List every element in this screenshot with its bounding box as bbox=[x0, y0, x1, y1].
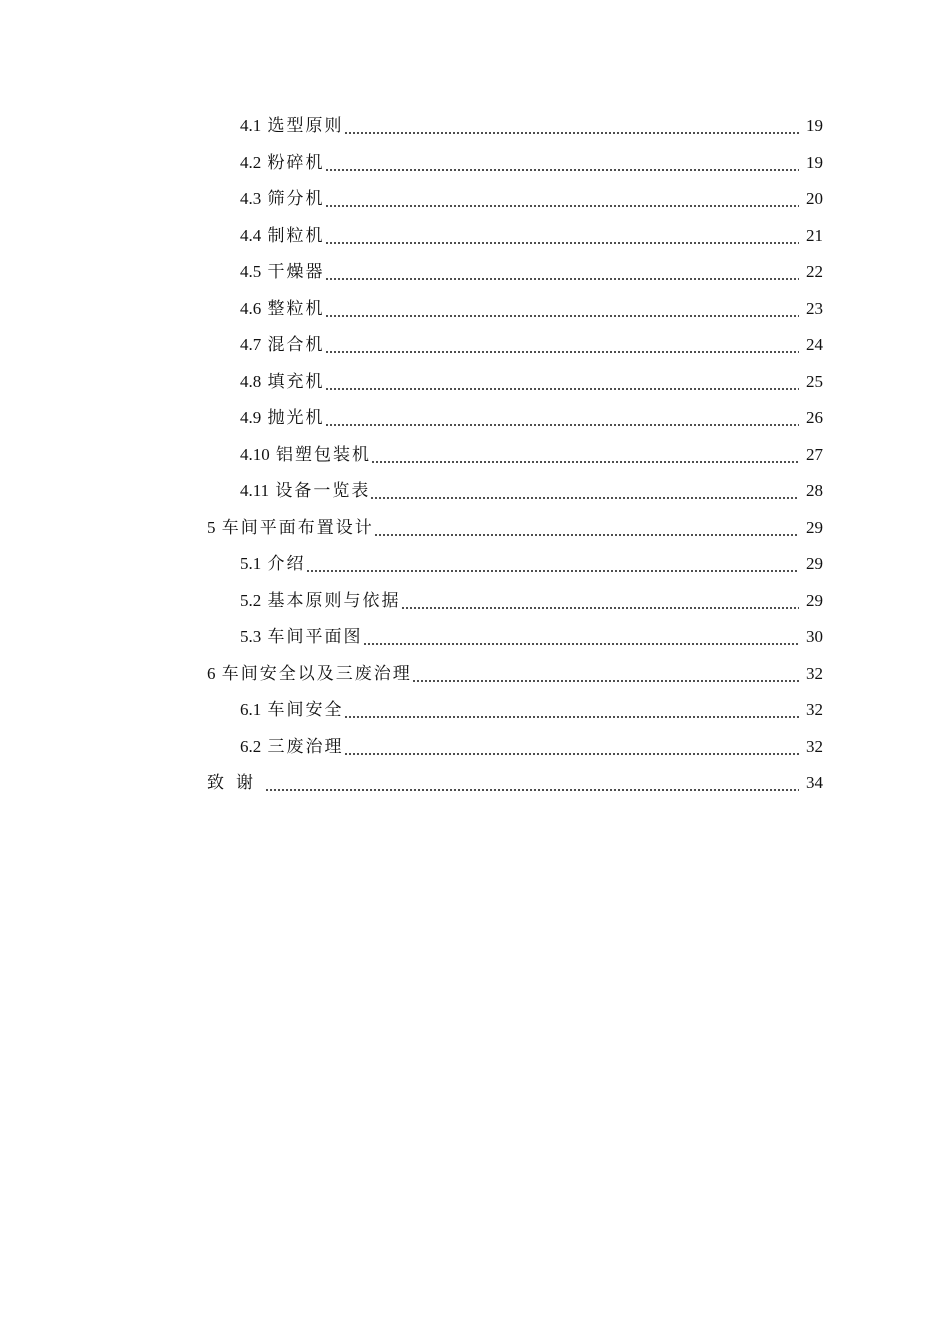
toc-entry-title: 设备一览表 bbox=[275, 481, 371, 501]
toc-entry-title: 车间平面图 bbox=[267, 627, 363, 647]
toc-entry-number: 4.9 bbox=[240, 408, 262, 428]
toc-entry-title: 筛分机 bbox=[267, 189, 325, 209]
toc-entry-page: 32 bbox=[806, 700, 823, 720]
dot-leader bbox=[344, 116, 800, 136]
dot-leader bbox=[370, 481, 799, 501]
toc-entry-label bbox=[240, 408, 325, 428]
toc-entry-number: 5.3 bbox=[240, 627, 262, 647]
toc-entry-number: 6.1 bbox=[240, 700, 262, 720]
toc-entry-4-8[interactable] bbox=[0, 364, 950, 401]
toc-entry-page: 25 bbox=[806, 371, 823, 391]
toc-entry-number: 5.1 bbox=[240, 554, 262, 574]
toc-entry-page: 28 bbox=[806, 481, 823, 501]
dot-leader bbox=[325, 262, 800, 282]
toc-entry-label bbox=[240, 627, 363, 647]
toc-entry-label bbox=[240, 591, 401, 611]
toc-entry-6-1[interactable] bbox=[0, 692, 950, 729]
toc-entry-4-1[interactable] bbox=[0, 108, 950, 145]
toc-entry-title: 抛光机 bbox=[267, 408, 325, 428]
toc-entry-6[interactable] bbox=[0, 656, 950, 693]
toc-entry-5-3[interactable] bbox=[0, 619, 950, 656]
toc-entry-number: 4.6 bbox=[240, 298, 262, 318]
dot-leader bbox=[306, 554, 800, 574]
toc-entry-page: 19 bbox=[806, 116, 823, 136]
toc-entry-number: 4.10 bbox=[240, 444, 270, 464]
toc-entry-4-3[interactable] bbox=[0, 181, 950, 218]
toc-entry-page: 29 bbox=[806, 554, 823, 574]
toc-entry-label bbox=[240, 335, 325, 355]
dot-leader bbox=[325, 153, 800, 173]
toc-entry-label bbox=[240, 481, 370, 501]
toc-entry-page: 27 bbox=[806, 444, 823, 464]
toc-entry-title: 制粒机 bbox=[267, 225, 325, 245]
dot-leader bbox=[325, 372, 800, 392]
toc-entry-number: 4.8 bbox=[240, 371, 262, 391]
toc-entry-page: 29 bbox=[806, 517, 823, 537]
toc-entry-label bbox=[207, 664, 412, 684]
toc-entry-label bbox=[240, 226, 325, 246]
toc-entry-number: 4.3 bbox=[240, 189, 262, 209]
toc-entry-4-5[interactable] bbox=[0, 254, 950, 291]
toc-entry-5-1[interactable] bbox=[0, 546, 950, 583]
toc-entry-title: 整粒机 bbox=[267, 298, 325, 318]
toc-entry-4-10[interactable] bbox=[0, 437, 950, 474]
toc-entry-page: 29 bbox=[806, 590, 823, 610]
toc-entry-title: 填充机 bbox=[267, 371, 325, 391]
toc-entry-title: 介绍 bbox=[267, 554, 306, 574]
toc-entry-number: 6.2 bbox=[240, 736, 262, 756]
toc-entry-4-4[interactable] bbox=[0, 218, 950, 255]
toc-entry-page: 24 bbox=[806, 335, 823, 355]
toc-entry-number: 4.11 bbox=[240, 481, 270, 501]
dot-leader bbox=[363, 627, 800, 647]
toc-entry-number: 6 bbox=[207, 663, 216, 683]
toc-entry-number: 4.2 bbox=[240, 152, 262, 172]
toc-entry-page: 34 bbox=[806, 773, 823, 793]
toc-entry-title: 三废治理 bbox=[267, 736, 344, 756]
toc-entry-label bbox=[240, 299, 325, 319]
toc-entry-title: 粉碎机 bbox=[267, 152, 325, 172]
toc-entry-5[interactable] bbox=[0, 510, 950, 547]
dot-leader bbox=[344, 737, 800, 757]
toc-entry-title: 车间安全以及三废治理 bbox=[221, 663, 412, 683]
toc-entry-acknowledgements[interactable] bbox=[0, 765, 950, 802]
toc-entry-title: 干燥器 bbox=[267, 262, 325, 282]
toc-entry-number: 5.2 bbox=[240, 590, 262, 610]
toc-entry-page: 32 bbox=[806, 736, 823, 756]
toc-entry-title: 致谢 bbox=[207, 773, 265, 793]
toc-entry-5-2[interactable] bbox=[0, 583, 950, 620]
toc-entry-title: 选型原则 bbox=[267, 116, 344, 136]
toc-entry-title: 混合机 bbox=[267, 335, 325, 355]
dot-leader bbox=[401, 591, 800, 611]
toc-entry-page: 26 bbox=[806, 408, 823, 428]
toc-entry-page: 20 bbox=[806, 189, 823, 209]
toc-entry-number: 4.7 bbox=[240, 335, 262, 355]
toc-entry-number: 4.1 bbox=[240, 116, 262, 136]
dot-leader bbox=[344, 700, 800, 720]
toc-entry-label bbox=[207, 518, 374, 538]
toc-entry-page: 23 bbox=[806, 298, 823, 318]
toc-entry-number: 4.4 bbox=[240, 225, 262, 245]
dot-leader bbox=[325, 408, 800, 428]
dot-leader bbox=[325, 189, 800, 209]
table-of-contents bbox=[0, 108, 950, 802]
toc-entry-label bbox=[240, 737, 344, 757]
toc-entry-label bbox=[240, 116, 344, 136]
toc-entry-page: 22 bbox=[806, 262, 823, 282]
toc-entry-title: 铝塑包装机 bbox=[276, 444, 371, 464]
dot-leader bbox=[325, 299, 800, 319]
dot-leader bbox=[325, 335, 800, 355]
toc-entry-page: 19 bbox=[806, 152, 823, 172]
toc-entry-title: 基本原则与依据 bbox=[267, 590, 401, 610]
toc-entry-title: 车间安全 bbox=[267, 700, 344, 720]
toc-entry-4-11[interactable] bbox=[0, 473, 950, 510]
toc-entry-page: 30 bbox=[806, 627, 823, 647]
toc-entry-page: 32 bbox=[806, 663, 823, 683]
toc-entry-label bbox=[240, 372, 325, 392]
dot-leader bbox=[412, 664, 799, 684]
toc-entry-label bbox=[240, 262, 325, 282]
dot-leader bbox=[374, 518, 799, 538]
toc-entry-number: 5 bbox=[207, 517, 216, 537]
toc-entry-4-9[interactable] bbox=[0, 400, 950, 437]
dot-leader bbox=[265, 773, 799, 793]
toc-entry-4-7[interactable] bbox=[0, 327, 950, 364]
toc-entry-label bbox=[240, 153, 325, 173]
dot-leader bbox=[325, 226, 800, 246]
toc-entry-title: 车间平面布置设计 bbox=[221, 517, 374, 537]
dot-leader bbox=[371, 445, 799, 465]
toc-entry-label bbox=[240, 700, 344, 720]
toc-entry-label bbox=[240, 445, 371, 465]
toc-entry-label bbox=[240, 189, 325, 209]
toc-entry-4-6[interactable] bbox=[0, 291, 950, 328]
toc-entry-6-2[interactable] bbox=[0, 729, 950, 766]
toc-entry-page: 21 bbox=[806, 225, 823, 245]
toc-entry-label bbox=[240, 554, 306, 574]
toc-entry-number: 4.5 bbox=[240, 262, 262, 282]
toc-entry-4-2[interactable] bbox=[0, 145, 950, 182]
